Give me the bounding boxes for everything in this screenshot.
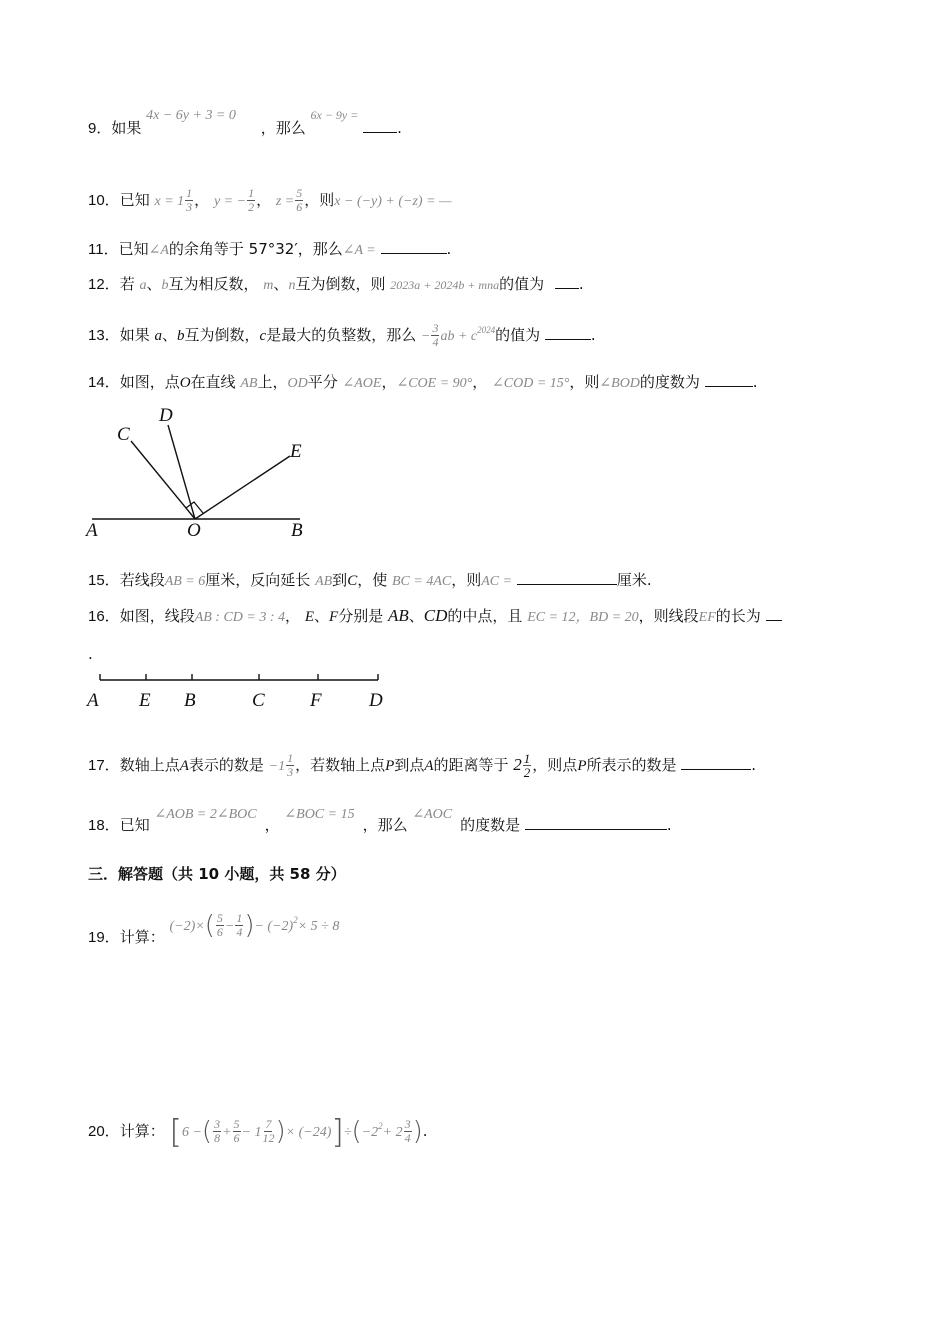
label-f: F <box>310 690 322 711</box>
fraction: $\frac{1}{3}$ <box>287 751 294 779</box>
fraction: $\frac{1}{3}$ <box>186 186 193 214</box>
label-d: D <box>369 690 383 711</box>
label-d: D <box>159 405 173 426</box>
fraction: $\frac{1}{2}$ <box>523 751 531 780</box>
question-16: 16．如图，线段AB : CD = 3 : 4， E、F分别是 AB、CD的中点，且 EC = 12，BD = 20，则线段EF的长为 <box>88 606 782 628</box>
answer-blank[interactable] <box>525 815 667 830</box>
expression: [6 −( $\frac{3}{8}$ + $\frac{5}{6}$ − 1 $\frac{7}{12}$ )× $(-24)]\div(-2^2+ 2$ $\frac{3}{4}$ ). <box>169 1112 428 1151</box>
question-18: 18．已知 ∠AOB = 2∠BOC， ∠BOC = 15，那么 ∠AOC的度数是 . <box>88 807 672 834</box>
question-10: 10．已知 x = 1 $\frac{1}{3}$ ， y = − $\frac{1}{2}$ ， z = $\frac{5}{6}$ ，则x − (−y) + (−z) = — <box>88 186 452 214</box>
expression: 2023a + 2024b + mna <box>390 278 500 292</box>
label-c: C <box>117 424 130 445</box>
question-19: 19．计算： (−2)×( $\frac{5}{6}$ − $\frac{1}{4}$ )− $(-2)^2\times 5 \div 8$ <box>88 910 340 946</box>
label-b: B <box>291 520 303 541</box>
section-heading: 三．解答题（共 10 小题，共 58 分） <box>88 865 346 883</box>
expression: (−2)×( $\frac{5}{6}$ − $\frac{1}{4}$ )− $(-2)^2\times 5 \div 8$ <box>169 910 340 941</box>
label-e: E <box>139 690 151 711</box>
label-a: A <box>86 520 98 541</box>
equation: 4x − 6y + 3 = 0 <box>146 108 236 123</box>
question-15: 15．若线段AB = 6厘米，反向延长 AB到C，使 BC = 4AC，则AC = 厘米. <box>88 571 652 589</box>
label-b: B <box>184 690 196 711</box>
question-14: 14．如图，点O在直线 AB上，OD平分 ∠AOE，∠COE = 90°， ∠COD = 15°，则∠BOD的度数为 . <box>88 373 758 391</box>
question-13: 13．如果 a、b互为倒数，c是最大的负整数，那么 − $\frac{3}{4}$ ab + $c^{2024}$的值为 . <box>88 321 596 349</box>
question-12: 12．若 a、b互为相反数， m、n互为倒数，则 2023a + 2024b + mna的值为 . <box>88 275 584 293</box>
answer-blank[interactable] <box>681 755 751 770</box>
label-o: O <box>187 520 201 541</box>
expression: 6x − 9y = <box>310 108 359 122</box>
fraction: $\frac{1}{2}$ <box>248 186 255 214</box>
label-c: C <box>252 690 265 711</box>
question-9: 9．如果 4x − 6y + 3 = 0 ，那么 $^{6x - 9y =}$ . <box>88 108 402 137</box>
fraction: $\frac{5}{6}$ <box>296 186 303 214</box>
question-16-end: . <box>88 645 93 663</box>
label-e: E <box>290 441 302 462</box>
fraction: $\frac{3}{4}$ <box>432 321 439 349</box>
expression: x − (−y) + (−z) = — <box>334 194 452 209</box>
question-20: 20．计算： [6 −( $\frac{3}{8}$ + $\frac{5}{6}$ − 1 $\frac{7}{12}$ )× $(-24)]\div(-2^2+ 2$ $\frac{3}{4}$ ). <box>88 1112 428 1151</box>
question-17: 17．数轴上点A表示的数是 −1 $\frac{1}{3}$ ，若数轴上点P到点A的距离等于 2 $\frac{1}{2}$ ，则点P所表示的数是 . <box>88 751 757 780</box>
label-a: A <box>87 690 99 711</box>
question-11: 11．已知∠A的余角等于 57°32′，那么∠A = . <box>88 240 452 258</box>
